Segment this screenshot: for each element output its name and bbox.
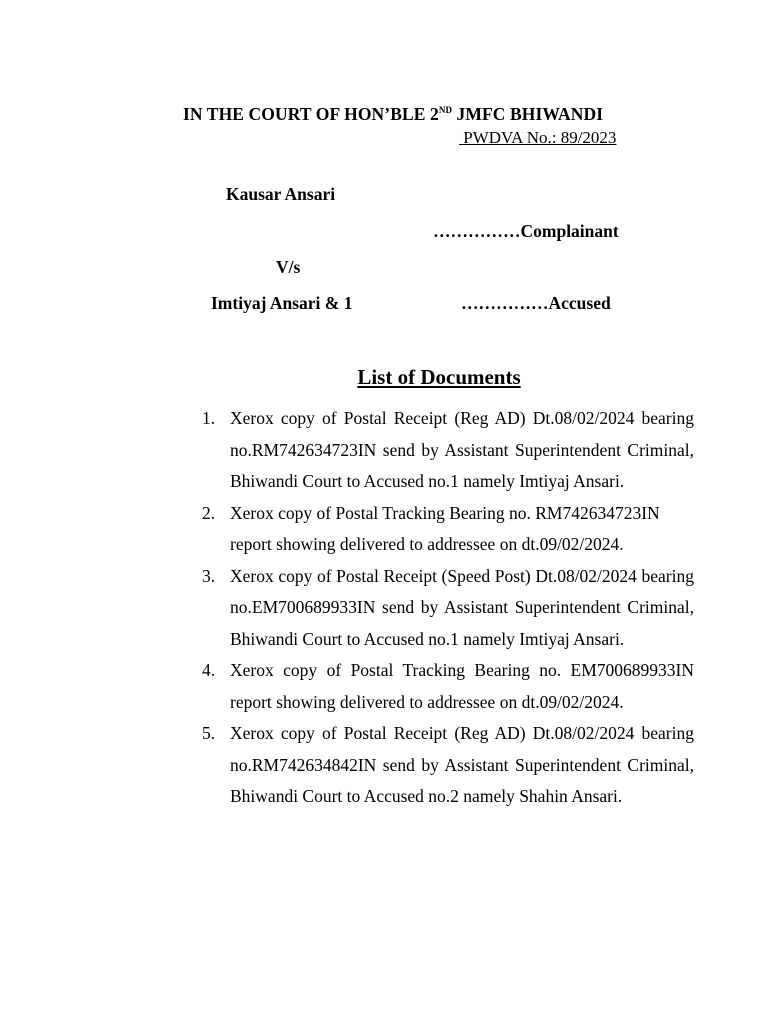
list-item-number: 5. <box>202 723 216 743</box>
accused-role: ……………Accused <box>461 293 611 313</box>
list-item-text: Xerox copy of Postal Receipt (Reg AD) Dt.08/02/2024 bearing no.RM742634723IN send by Assistant Superintendent Criminal, Bhiwandi Court to Accused no.1 namely Imtiyaj Ansari. <box>230 408 694 491</box>
case-number: PWDVA No.: 89/2023 <box>459 128 617 147</box>
court-title-suffix: JMFC BHIWANDI <box>452 104 604 124</box>
list-item <box>202 403 694 498</box>
list-item <box>202 718 694 813</box>
list-item-text: Xerox copy of Postal Tracking Bearing no. RM742634723IN report showing delivered to addressee on dt.09/02/2024. <box>230 502 660 554</box>
court-title-superscript: ND <box>438 105 453 115</box>
accused-name: Imtiyaj Ansari & 1 <box>211 293 353 313</box>
document-list <box>202 403 694 813</box>
list-item <box>202 498 694 561</box>
list-item <box>202 655 694 718</box>
court-title <box>183 104 603 125</box>
list-item-number: 2. <box>202 502 216 523</box>
list-item-number: 1. <box>202 408 216 428</box>
list-item-number: 3. <box>202 565 216 586</box>
list-item-text: Xerox copy of Postal Receipt (Speed Post) Dt.08/02/2024 bearing no.EM700689933IN send by Assistant Superintendent Criminal, Bhiwandi Court to Accused no.1 namely Imtiyaj Ansari. <box>230 565 694 649</box>
list-item-text: Xerox copy of Postal Tracking Bearing no. EM700689933IN report showing delivered to addressee on dt.09/02/2024. <box>230 660 694 712</box>
complainant-name: Kausar Ansari <box>226 184 336 204</box>
court-title-prefix: IN THE COURT OF HON’BLE 2 <box>183 104 439 124</box>
versus-label: V/s <box>276 257 301 277</box>
list-item-text: Xerox copy of Postal Receipt (Reg AD) Dt.08/02/2024 bearing no.RM742634842IN send by Assistant Superintendent Criminal, Bhiwandi Court to Accused no.2 namely Shahin Ansari. <box>230 723 694 806</box>
complainant-role: ……………Complainant <box>433 221 619 241</box>
list-item <box>202 561 694 656</box>
list-item-number: 4. <box>202 660 216 680</box>
list-of-documents-heading: List of Documents <box>357 365 521 389</box>
